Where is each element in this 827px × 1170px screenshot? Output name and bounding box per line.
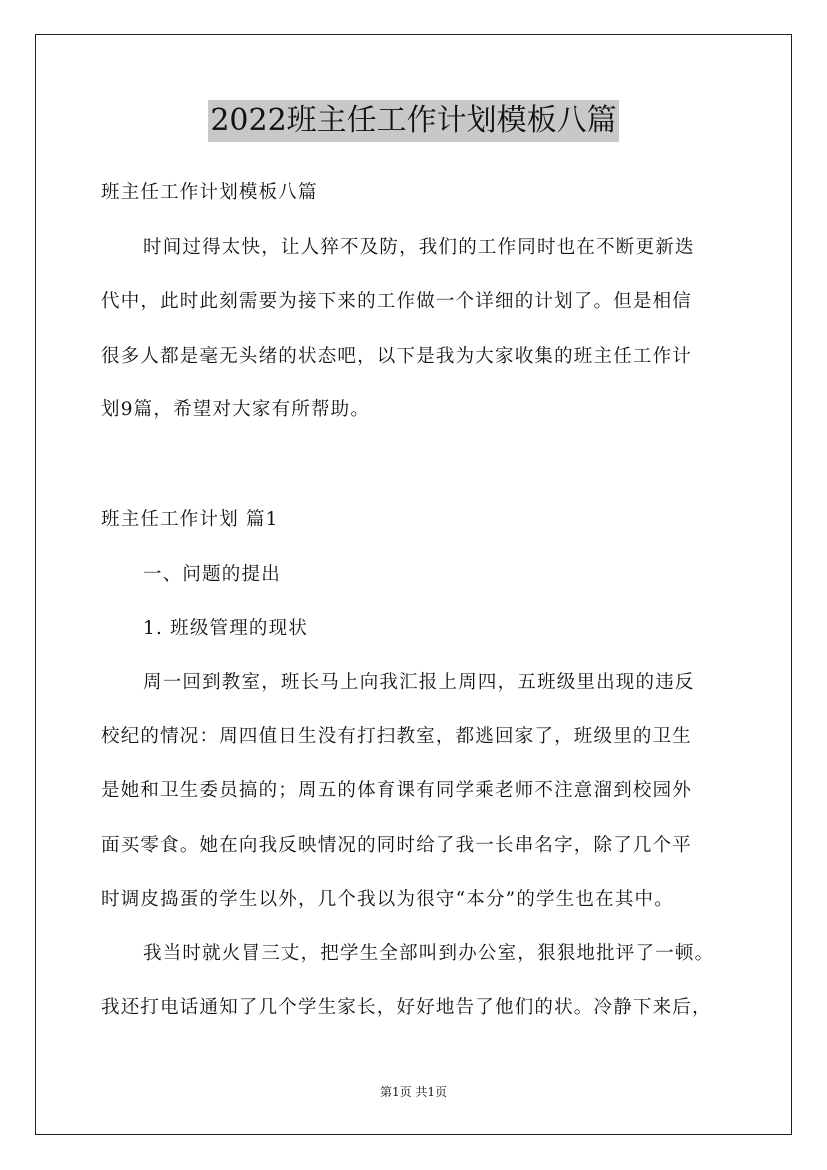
- text-line: 时调皮捣蛋的学生以外，几个我以为很守“本分”的学生也在其中。: [101, 889, 674, 910]
- text-line: 我当时就火冒三丈，把学生全部叫到办公室，狠狠地批评了一顿。: [143, 943, 715, 964]
- text-line: 划9篇，希望对大家有所帮助。: [101, 399, 371, 420]
- title-container: [0, 100, 827, 142]
- text-line: 班主任工作计划模板八篇: [101, 182, 318, 203]
- subheading: 一、问题的提出: [143, 564, 281, 585]
- text-line: 是她和卫生委员搞的；周五的体育课有同学乘老师不注意溜到校园外: [101, 780, 693, 801]
- document-title: 2022班主任工作计划模板八篇: [208, 100, 618, 142]
- text-line: 代中，此时此刻需要为接下来的工作做一个详细的计划了。但是相信: [101, 291, 693, 312]
- page-footer: 第1页 共1页: [379, 1085, 448, 1099]
- text-line: 很多人都是毫无头绪的状态吧，以下是我为大家收集的班主任工作计: [101, 346, 693, 367]
- section-heading: 班主任工作计划 篇1: [101, 509, 279, 530]
- text-line: 周一回到教室，班长马上向我汇报上周四，五班级里出现的违反: [143, 672, 695, 693]
- text-line: 面买零食。她在向我反映情况的同时给了我一长串名字，除了几个平: [101, 835, 693, 856]
- text-line: 时间过得太快，让人猝不及防，我们的工作同时也在不断更新迭: [143, 237, 695, 258]
- text-line: 我还打电话通知了几个学生家长，好好地告了他们的状。冷静下来后，: [101, 997, 712, 1018]
- subheading: 1. 班级管理的现状: [143, 618, 309, 639]
- text-line: 校纪的情况：周四值日生没有打扫教室，都逃回家了，班级里的卫生: [101, 726, 693, 747]
